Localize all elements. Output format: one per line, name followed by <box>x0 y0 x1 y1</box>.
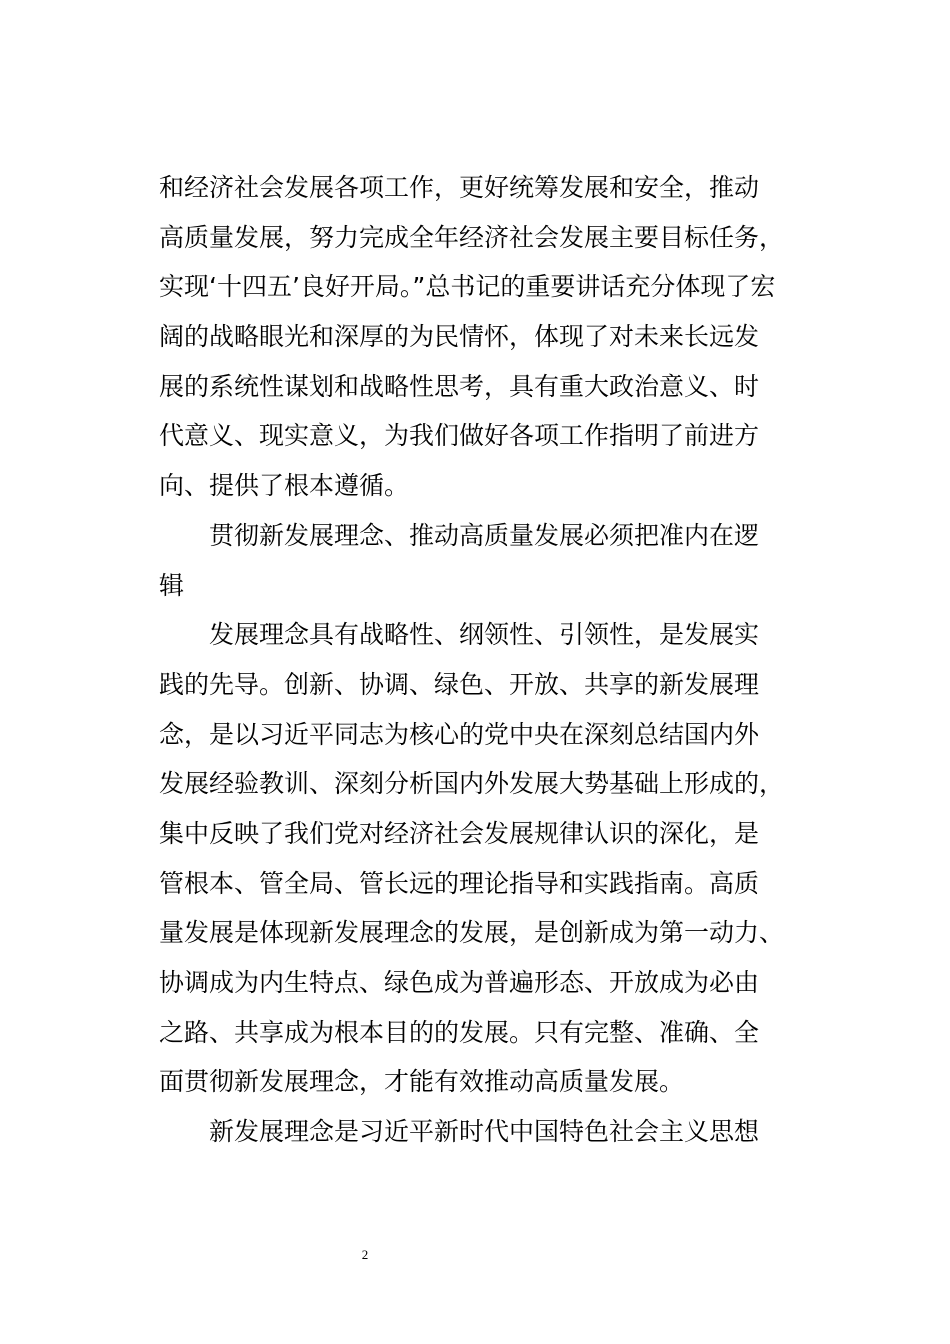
text-line: 念，是以习近平同志为核心的党中央在深刻总结国内外 <box>159 719 760 749</box>
text-line: 践的先导。创新、协调、绿色、开放、共享的新发展理 <box>159 669 760 699</box>
page-number: 2 <box>361 1247 369 1262</box>
text-line: 展的系统性谋划和战略性思考，具有重大政治意义、时 <box>159 371 760 401</box>
text-line: 高质量发展，努力完成全年经济社会发展主要目标任务， <box>159 222 785 252</box>
text-line: 发展经验教训、深刻分析国内外发展大势基础上形成的， <box>159 769 785 799</box>
text-line: 实现‘十四五’良好开局。”总书记的重要讲话充分体现了宏 <box>159 272 776 302</box>
text-line: 集中反映了我们党对经济社会发展规律认识的深化，是 <box>159 818 760 848</box>
text-line: 代意义、现实意义，为我们做好各项工作指明了前进方 <box>159 421 760 451</box>
text-line: 贯彻新发展理念、推动高质量发展必须把准内在逻 <box>209 520 760 550</box>
text-line: 向、提供了根本遵循。 <box>159 471 410 501</box>
text-line: 阔的战略眼光和深厚的为民情怀，体现了对未来长远发 <box>159 322 760 352</box>
text-line: 面贯彻新发展理念，才能有效推动高质量发展。 <box>159 1067 685 1097</box>
text-line: 量发展是体现新发展理念的发展，是创新成为第一动力、 <box>159 918 785 948</box>
text-line: 协调成为内生特点、绿色成为普遍形态、开放成为必由 <box>159 968 760 997</box>
body-text <box>159 163 819 1157</box>
text-line: 辑 <box>159 570 185 600</box>
text-line: 之路、共享成为根本目的的发展。只有完整、准确、全 <box>159 1017 760 1047</box>
text-line: 发展理念具有战略性、纲领性、引领性，是发展实 <box>209 620 760 650</box>
text-line: 新发展理念是习近平新时代中国特色社会主义思想 <box>209 1117 760 1147</box>
text-line: 和经济社会发展各项工作，更好统筹发展和安全，推动 <box>159 173 760 202</box>
text-line: 管根本、管全局、管长远的理论指导和实践指南。高质 <box>159 868 760 898</box>
